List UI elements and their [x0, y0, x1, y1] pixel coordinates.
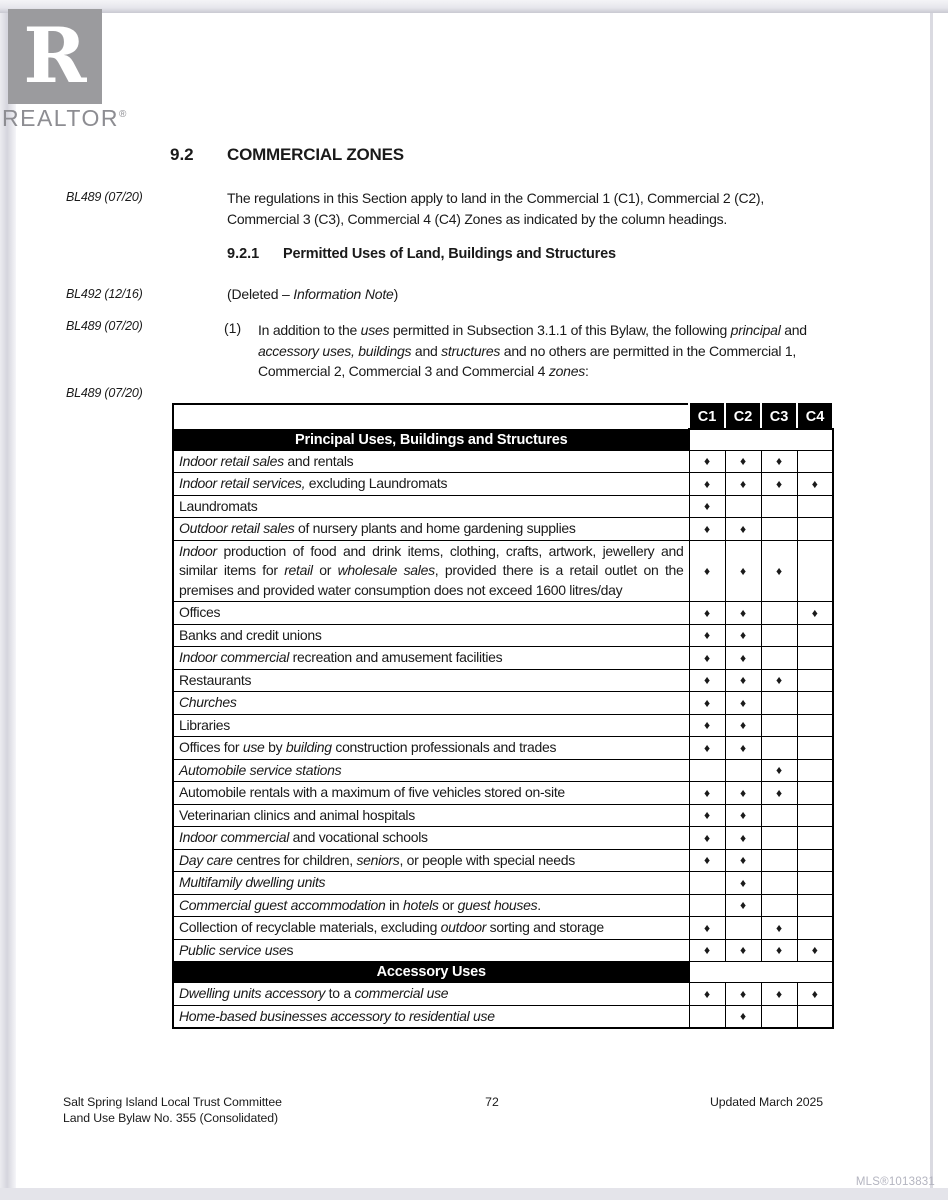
section-number: 9.2	[170, 145, 194, 164]
permitted-diamond-icon: ♦	[689, 647, 725, 670]
not-permitted-cell	[761, 692, 797, 715]
permitted-diamond-icon: ♦	[689, 692, 725, 715]
use-description: Day care centres for children, seniors, or people with special needs	[173, 849, 689, 872]
not-permitted-cell	[797, 872, 833, 895]
permitted-diamond-icon: ♦	[689, 669, 725, 692]
zone-header-c4: C4	[797, 404, 833, 429]
margin-note-bl489-2: BL489 (07/20)	[66, 319, 143, 333]
not-permitted-cell	[689, 759, 725, 782]
not-permitted-cell	[797, 827, 833, 850]
not-permitted-cell	[761, 827, 797, 850]
section-row	[173, 429, 833, 450]
permitted-diamond-icon: ♦	[797, 983, 833, 1006]
use-row	[173, 759, 833, 782]
use-row	[173, 714, 833, 737]
mls-watermark: MLS®1013831	[855, 1176, 935, 1188]
not-permitted-cell	[761, 894, 797, 917]
use-description: Offices	[173, 602, 689, 625]
permitted-diamond-icon: ♦	[761, 473, 797, 496]
use-row	[173, 473, 833, 496]
permitted-diamond-icon: ♦	[725, 624, 761, 647]
footer-committee	[63, 1095, 282, 1127]
use-description: Dwelling units accessory to a commercial use	[173, 983, 689, 1006]
use-row	[173, 939, 833, 962]
permitted-uses-table	[172, 403, 834, 1029]
permitted-diamond-icon: ♦	[761, 917, 797, 940]
permitted-diamond-icon: ♦	[689, 939, 725, 962]
permitted-diamond-icon: ♦	[761, 450, 797, 473]
not-permitted-cell	[761, 714, 797, 737]
use-description: Multifamily dwelling units	[173, 872, 689, 895]
not-permitted-cell	[725, 495, 761, 518]
zone-header-c3: C3	[761, 404, 797, 429]
use-row	[173, 692, 833, 715]
use-row	[173, 495, 833, 518]
section-band-label: Accessory Uses	[173, 962, 689, 983]
permitted-diamond-icon: ♦	[689, 540, 725, 602]
use-row	[173, 849, 833, 872]
not-permitted-cell	[797, 782, 833, 805]
not-permitted-cell	[689, 894, 725, 917]
use-row	[173, 669, 833, 692]
permitted-diamond-icon: ♦	[725, 782, 761, 805]
scan-edge-left	[0, 13, 16, 1188]
use-description: Commercial guest accommodation in hotels or guest houses.	[173, 894, 689, 917]
use-description: Restaurants	[173, 669, 689, 692]
permitted-diamond-icon: ♦	[689, 737, 725, 760]
permitted-diamond-icon: ♦	[725, 849, 761, 872]
use-description: Indoor retail sales and rentals	[173, 450, 689, 473]
not-permitted-cell	[761, 872, 797, 895]
not-permitted-cell	[797, 669, 833, 692]
clause-1-marker: (1)	[224, 320, 242, 336]
clause-1	[224, 320, 832, 382]
uses-table-body	[173, 429, 833, 1028]
use-row	[173, 518, 833, 541]
use-row	[173, 983, 833, 1006]
permitted-diamond-icon: ♦	[725, 540, 761, 602]
not-permitted-cell	[797, 647, 833, 670]
use-description: Indoor commercial and vocational schools	[173, 827, 689, 850]
use-description: Home-based businesses accessory to residential use	[173, 1005, 689, 1028]
not-permitted-cell	[797, 518, 833, 541]
not-permitted-cell	[797, 894, 833, 917]
permitted-diamond-icon: ♦	[725, 669, 761, 692]
subsection-number: 9.2.1	[227, 246, 260, 262]
permitted-diamond-icon: ♦	[797, 939, 833, 962]
not-permitted-cell	[761, 518, 797, 541]
permitted-diamond-icon: ♦	[689, 917, 725, 940]
realtor-wordmark-text: REALTOR	[2, 105, 120, 131]
zone-header-c2: C2	[725, 404, 761, 429]
section-title: COMMERCIAL ZONES	[227, 145, 404, 164]
subsection-title: Permitted Uses of Land, Buildings and Structures	[283, 246, 616, 262]
section-band-label: Principal Uses, Buildings and Structures	[173, 429, 689, 450]
table-corner-cell	[173, 404, 689, 429]
use-row	[173, 602, 833, 625]
not-permitted-cell	[761, 737, 797, 760]
not-permitted-cell	[725, 917, 761, 940]
permitted-diamond-icon: ♦	[689, 518, 725, 541]
permitted-diamond-icon: ♦	[797, 473, 833, 496]
use-row	[173, 782, 833, 805]
realtor-logo-letter: R	[23, 11, 87, 101]
not-permitted-cell	[761, 624, 797, 647]
use-description: Automobile rentals with a maximum of five vehicles stored on-site	[173, 782, 689, 805]
section-band-blank	[689, 962, 833, 983]
permitted-diamond-icon: ♦	[689, 450, 725, 473]
permitted-diamond-icon: ♦	[761, 939, 797, 962]
permitted-diamond-icon: ♦	[725, 737, 761, 760]
scan-edge-bottom	[0, 1188, 948, 1200]
zone-header-row	[173, 404, 833, 429]
realtor-logo-icon	[8, 9, 102, 104]
permitted-diamond-icon: ♦	[689, 495, 725, 518]
use-row	[173, 894, 833, 917]
use-description: Indoor retail services, excluding Laundromats	[173, 473, 689, 496]
not-permitted-cell	[797, 692, 833, 715]
not-permitted-cell	[689, 1005, 725, 1028]
permitted-diamond-icon: ♦	[725, 894, 761, 917]
not-permitted-cell	[689, 872, 725, 895]
use-row	[173, 647, 833, 670]
not-permitted-cell	[761, 849, 797, 872]
margin-note-bl489-1: BL489 (07/20)	[66, 190, 143, 204]
permitted-diamond-icon: ♦	[725, 602, 761, 625]
permitted-diamond-icon: ♦	[725, 804, 761, 827]
permitted-diamond-icon: ♦	[689, 983, 725, 1006]
use-row	[173, 827, 833, 850]
use-description: Indoor production of food and drink items, clothing, crafts, artwork, jewellery and similar items for retail or wholesale sales, provided there is a retail outlet on the premises and provided water consumption does not exceed 1600 litres/day	[173, 540, 689, 602]
permitted-diamond-icon: ♦	[725, 872, 761, 895]
not-permitted-cell	[797, 540, 833, 602]
permitted-diamond-icon: ♦	[725, 450, 761, 473]
permitted-diamond-icon: ♦	[689, 473, 725, 496]
not-permitted-cell	[797, 1005, 833, 1028]
use-description: Veterinarian clinics and animal hospitals	[173, 804, 689, 827]
realtor-wordmark	[2, 105, 126, 132]
permitted-diamond-icon: ♦	[689, 827, 725, 850]
use-description: Churches	[173, 692, 689, 715]
not-permitted-cell	[761, 647, 797, 670]
permitted-diamond-icon: ♦	[725, 714, 761, 737]
not-permitted-cell	[761, 1005, 797, 1028]
not-permitted-cell	[797, 624, 833, 647]
permitted-diamond-icon: ♦	[725, 983, 761, 1006]
use-description: Banks and credit unions	[173, 624, 689, 647]
permitted-diamond-icon: ♦	[689, 804, 725, 827]
use-row	[173, 917, 833, 940]
use-description: Offices for use by building construction professionals and trades	[173, 737, 689, 760]
not-permitted-cell	[797, 759, 833, 782]
permitted-diamond-icon: ♦	[725, 647, 761, 670]
permitted-diamond-icon: ♦	[725, 827, 761, 850]
use-description: Automobile service stations	[173, 759, 689, 782]
clause-1-text: In addition to the uses permitted in Subsection 3.1.1 of this Bylaw, the following principal and accessory uses, buildings and structures and no others are permitted in the Commercial 1, Commercial 2, Commercial 3 and Commercial 4 zones:	[258, 322, 807, 379]
permitted-diamond-icon: ♦	[689, 782, 725, 805]
not-permitted-cell	[761, 804, 797, 827]
permitted-diamond-icon: ♦	[725, 518, 761, 541]
margin-note-bl489-3: BL489 (07/20)	[66, 386, 143, 400]
not-permitted-cell	[797, 804, 833, 827]
permitted-diamond-icon: ♦	[725, 939, 761, 962]
scan-edge-right	[930, 13, 933, 1188]
not-permitted-cell	[797, 917, 833, 940]
use-row	[173, 540, 833, 602]
use-row	[173, 872, 833, 895]
page-number: 72	[485, 1095, 499, 1109]
permitted-diamond-icon: ♦	[725, 473, 761, 496]
permitted-diamond-icon: ♦	[761, 983, 797, 1006]
permitted-diamond-icon: ♦	[761, 759, 797, 782]
use-description: Public service uses	[173, 939, 689, 962]
not-permitted-cell	[797, 849, 833, 872]
use-description: Libraries	[173, 714, 689, 737]
use-row	[173, 1005, 833, 1028]
margin-note-bl492: BL492 (12/16)	[66, 287, 143, 301]
permitted-diamond-icon: ♦	[689, 849, 725, 872]
not-permitted-cell	[725, 759, 761, 782]
section-band-blank	[689, 429, 833, 450]
use-description: Collection of recyclable materials, excluding outdoor sorting and storage	[173, 917, 689, 940]
intro-paragraph: The regulations in this Section apply to land in the Commercial 1 (C1), Commercial 2 (C2), Commercial 3 (C3), Commercial 4 (C4) Zones as indicated by the column headings.	[227, 190, 764, 227]
permitted-diamond-icon: ♦	[689, 714, 725, 737]
use-description: Indoor commercial recreation and amusement facilities	[173, 647, 689, 670]
permitted-diamond-icon: ♦	[797, 602, 833, 625]
not-permitted-cell	[761, 602, 797, 625]
permitted-diamond-icon: ♦	[761, 782, 797, 805]
footer-updated: Updated March 2025	[709, 1095, 823, 1109]
use-row	[173, 804, 833, 827]
registered-trademark-icon: ®	[119, 109, 127, 120]
deleted-note: (Deleted – Information Note)	[227, 286, 399, 302]
zone-header-c1: C1	[689, 404, 725, 429]
not-permitted-cell	[797, 714, 833, 737]
footer-committee-line1: Salt Spring Island Local Trust Committee	[63, 1095, 282, 1109]
use-row	[173, 450, 833, 473]
use-row	[173, 737, 833, 760]
section-row	[173, 962, 833, 983]
permitted-diamond-icon: ♦	[761, 669, 797, 692]
use-description: Outdoor retail sales of nursery plants and home gardening supplies	[173, 518, 689, 541]
not-permitted-cell	[797, 450, 833, 473]
permitted-diamond-icon: ♦	[761, 540, 797, 602]
scan-edge-top	[0, 0, 948, 13]
not-permitted-cell	[797, 495, 833, 518]
permitted-diamond-icon: ♦	[725, 1005, 761, 1028]
use-row	[173, 624, 833, 647]
not-permitted-cell	[761, 495, 797, 518]
permitted-diamond-icon: ♦	[689, 602, 725, 625]
footer-committee-line2: Land Use Bylaw No. 355 (Consolidated)	[63, 1110, 279, 1125]
use-description: Laundromats	[173, 495, 689, 518]
not-permitted-cell	[797, 737, 833, 760]
permitted-diamond-icon: ♦	[725, 692, 761, 715]
permitted-diamond-icon: ♦	[689, 624, 725, 647]
